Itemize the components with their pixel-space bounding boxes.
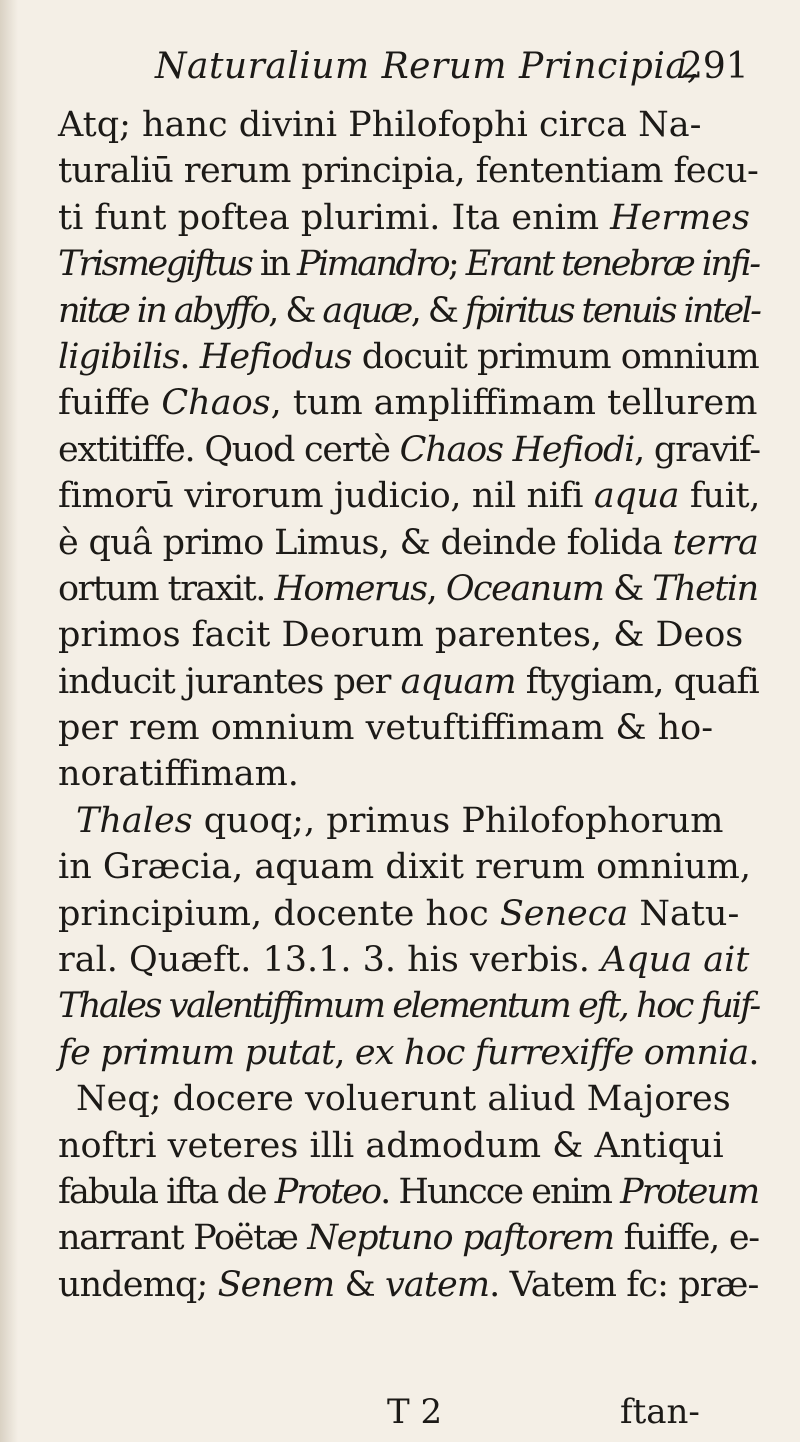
text-run: . bbox=[179, 336, 200, 377]
italic-text: ligibilis bbox=[58, 336, 180, 377]
italic-text: aquæ bbox=[322, 290, 411, 331]
italic-text: Proteum bbox=[620, 1171, 759, 1212]
text-run: , & bbox=[268, 290, 323, 331]
text-run: per rem omnium vetuftiffimam & ho- bbox=[58, 708, 714, 749]
text-run: extitiffe. Quod certè bbox=[58, 429, 400, 470]
italic-text: Hefiodus bbox=[199, 336, 352, 377]
text-line bbox=[58, 798, 758, 844]
text-run: , gravif- bbox=[634, 429, 760, 470]
text-line bbox=[58, 983, 758, 1029]
italic-text: terra bbox=[672, 522, 759, 563]
text-line bbox=[58, 937, 758, 983]
text-run: , bbox=[334, 1032, 355, 1073]
text-run: noratiffimam. bbox=[58, 754, 299, 795]
text-run: , tum ampliffimam tellurem bbox=[270, 383, 758, 424]
text-run: & bbox=[603, 568, 653, 609]
text-run: ral. Quæft. 13.1. 3. his verbis. bbox=[58, 940, 601, 981]
text-line bbox=[58, 102, 758, 148]
text-line bbox=[58, 288, 758, 334]
italic-text: fpiritus tenuis intel- bbox=[464, 290, 760, 331]
italic-text: Aqua ait bbox=[601, 940, 750, 981]
italic-text: ex hoc furrexiffe omnia bbox=[354, 1032, 749, 1073]
text-line bbox=[58, 1123, 758, 1169]
text-run: è quâ primo Limus, & deinde folida bbox=[58, 522, 673, 563]
italic-text: aquam bbox=[400, 661, 516, 702]
text-line bbox=[58, 659, 758, 705]
text-line bbox=[58, 1262, 758, 1308]
text-line bbox=[58, 520, 758, 566]
text-line bbox=[58, 1076, 758, 1122]
page-footer bbox=[0, 1392, 800, 1432]
text-run: & bbox=[334, 1264, 385, 1305]
text-run: Neq; docere voluerunt aliud Majores bbox=[76, 1079, 731, 1120]
text-run: in Græcia, aquam dixit rerum omnium, bbox=[58, 847, 751, 888]
italic-text: Chaos Hefiodi bbox=[399, 429, 635, 470]
text-run: Atq; hanc divini Philofophi circa Na- bbox=[58, 105, 702, 145]
text-run: ; bbox=[447, 244, 466, 285]
italic-text: Oceanum bbox=[445, 568, 604, 609]
italic-text: aqua bbox=[593, 476, 680, 517]
italic-text: nitæ in abyffo bbox=[58, 290, 269, 331]
text-line bbox=[58, 473, 761, 519]
italic-text: Erant tenebræ infi- bbox=[465, 244, 759, 285]
text-line bbox=[58, 751, 758, 797]
signature-mark: T 2 bbox=[387, 1392, 443, 1432]
italic-text: Thales valentiffimum elementum eft, hoc fuif- bbox=[58, 986, 759, 1027]
text-run: quoq;, primus Philofophorum bbox=[192, 800, 724, 841]
text-line bbox=[58, 612, 758, 658]
italic-text: Seneca bbox=[499, 893, 629, 934]
text-run: . Vatem fc: præ- bbox=[489, 1264, 759, 1305]
text-run: docuit primum omnium bbox=[351, 336, 759, 377]
italic-text: Proteo bbox=[274, 1171, 381, 1212]
text-run: fuiffe, e- bbox=[613, 1218, 759, 1259]
text-line bbox=[58, 1215, 758, 1261]
text-run: ti funt poftea plurimi. Ita enim bbox=[58, 197, 611, 238]
text-line bbox=[58, 334, 758, 380]
text-run: principium, docente hoc bbox=[58, 893, 500, 934]
italic-text: Thetin bbox=[652, 568, 758, 609]
text-line bbox=[58, 1030, 758, 1076]
text-run: narrant Poëtæ bbox=[58, 1218, 308, 1259]
text-run: in bbox=[251, 244, 298, 285]
text-run: inducit jurantes per bbox=[58, 661, 401, 702]
catchword: ftan- bbox=[620, 1392, 700, 1432]
text-run: fabula ifta de bbox=[58, 1171, 275, 1212]
text-run: Natu- bbox=[628, 893, 740, 934]
italic-text: Homerus bbox=[274, 568, 427, 609]
body-text bbox=[58, 102, 761, 1308]
page-number: 291 bbox=[680, 46, 749, 87]
text-run: fuiffe bbox=[58, 383, 162, 424]
text-run: ftygiam, quafi bbox=[515, 661, 759, 702]
italic-text: Thales bbox=[76, 800, 193, 841]
text-line bbox=[58, 427, 758, 473]
text-line bbox=[58, 1169, 758, 1215]
text-line bbox=[58, 705, 758, 751]
text-line bbox=[58, 195, 758, 241]
italic-text: fe primum putat bbox=[58, 1032, 335, 1073]
running-title: Naturalium Rerum Principia, bbox=[155, 46, 700, 87]
text-run: fimorū virorum judicio, nil nifi bbox=[58, 476, 594, 517]
page-gutter-shadow bbox=[0, 0, 18, 1442]
text-run: primos facit Deorum parentes, & Deos bbox=[58, 615, 744, 656]
text-run: undemq; bbox=[58, 1264, 218, 1305]
text-run: . Huncce enim bbox=[380, 1171, 621, 1212]
italic-text: Pimandro bbox=[297, 244, 448, 285]
italic-text: Senem bbox=[217, 1264, 335, 1305]
text-line bbox=[58, 380, 758, 426]
text-line bbox=[58, 148, 758, 194]
text-run: , bbox=[426, 568, 446, 609]
italic-text: Hermes bbox=[610, 197, 750, 238]
text-run: turaliū rerum principia, fententiam fecu- bbox=[58, 151, 759, 192]
italic-text: vatem bbox=[385, 1264, 490, 1305]
italic-text: Chaos bbox=[161, 383, 271, 424]
text-line bbox=[58, 241, 758, 287]
text-line bbox=[58, 844, 758, 890]
italic-text: Trismegiftus bbox=[58, 244, 252, 285]
text-run: . bbox=[748, 1032, 759, 1073]
text-run: noftri veteres illi admodum & Antiqui bbox=[58, 1125, 724, 1166]
text-line bbox=[58, 891, 758, 937]
text-line bbox=[58, 566, 758, 612]
page-header bbox=[0, 46, 800, 96]
text-run: fuit, bbox=[679, 476, 761, 517]
italic-text: Neptuno paftorem bbox=[307, 1218, 614, 1259]
text-run: ortum traxit. bbox=[58, 568, 275, 609]
text-run: , & bbox=[410, 290, 465, 331]
